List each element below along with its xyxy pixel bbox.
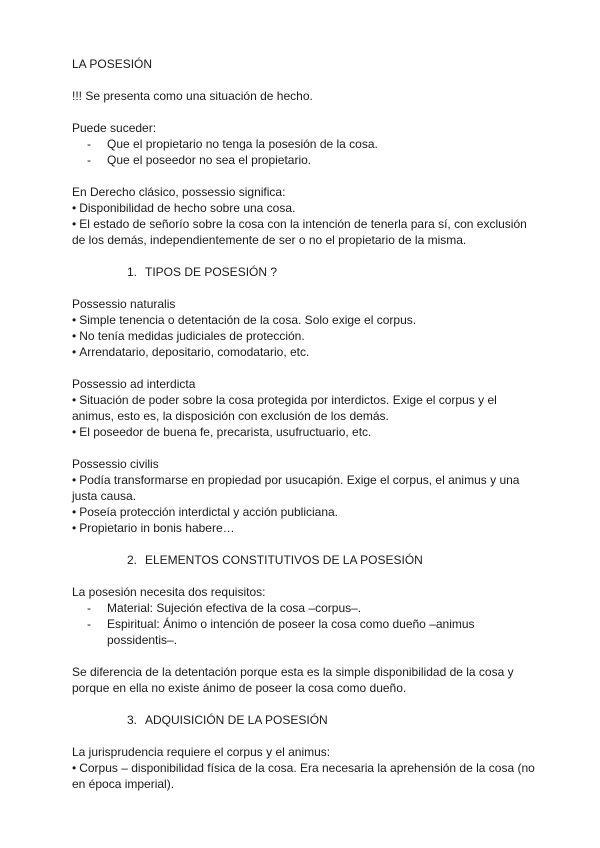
dash-item: - Material: Sujeción efectiva de la cosa –corpus–. <box>87 601 362 615</box>
puede-label: Puede suceder: <box>72 121 157 135</box>
dash-item: - Espiritual: Ánimo o intención de poseer la cosa como dueño –animus possidentis–. <box>87 617 475 647</box>
bullet-item: • Propietario in bonis habere… <box>72 520 542 536</box>
bullet-item: • Disponibilidad de hecho sobre una cosa. <box>72 200 542 216</box>
section-heading: 2. ELEMENTOS CONSTITUTIVOS DE LA POSESIÓN <box>127 553 423 567</box>
intro-line: !!! Se presenta como una situación de hecho. <box>72 89 313 103</box>
document-page <box>72 56 542 792</box>
bullet-item: • El poseedor de buena fe, precarista, usufructuario, etc. <box>72 424 542 440</box>
derecho-label: En Derecho clásico, possessio significa: <box>72 185 286 199</box>
bullet-item: • Situación de poder sobre la cosa protegida por interdictos. Exige el corpus y el animus, esto es, la disposición con exclusión de los demás. <box>72 392 542 424</box>
diferencia-paragraph: Se diferencia de la detentación porque esta es la simple disponibilidad de la cosa y porque en ella no existe ánimo de poseer la cosa como dueño. <box>72 665 514 695</box>
bullet-item: • El estado de señorío sobre la cosa con la intención de tenerla para sí, con exclusión de los demás, independientemente de ser o no el propietario de la misma. <box>72 216 542 248</box>
bullet-item: • Arrendatario, depositario, comodatario, etc. <box>72 344 542 360</box>
bullet-item: • Simple tenencia o detentación de la cosa. Solo exige el corpus. <box>72 312 542 328</box>
dash-item: - Que el poseedor no sea el propietario. <box>87 153 312 167</box>
jurisprudencia-label: La jurisprudencia requiere el corpus y el animus: <box>72 745 331 759</box>
bullet-item: • Poseía protección interdictal y acción publiciana. <box>72 504 542 520</box>
requisitos-label: La posesión necesita dos requisitos: <box>72 585 266 599</box>
bullet-item: • Corpus – disponibilidad física de la cosa. Era necesaria la aprehensión de la cosa (no en época imperial). <box>72 760 542 792</box>
bullet-item: • Podía transformarse en propiedad por usucapión. Exige el corpus, el animus y una justa causa. <box>72 472 542 504</box>
section-heading: 1. TIPOS DE POSESIÓN ? <box>127 265 278 279</box>
bullet-item: • No tenía medidas judiciales de protección. <box>72 328 542 344</box>
civilis-label: Possessio civilis <box>72 457 159 471</box>
naturalis-label: Possessio naturalis <box>72 297 176 311</box>
doc-title: LA POSESIÓN <box>72 57 153 71</box>
interdicta-label: Possessio ad interdicta <box>72 377 196 391</box>
dash-item: - Que el propietario no tenga la posesión de la cosa. <box>87 137 378 151</box>
section-heading: 3. ADQUISICIÓN DE LA POSESIÓN <box>127 713 328 727</box>
